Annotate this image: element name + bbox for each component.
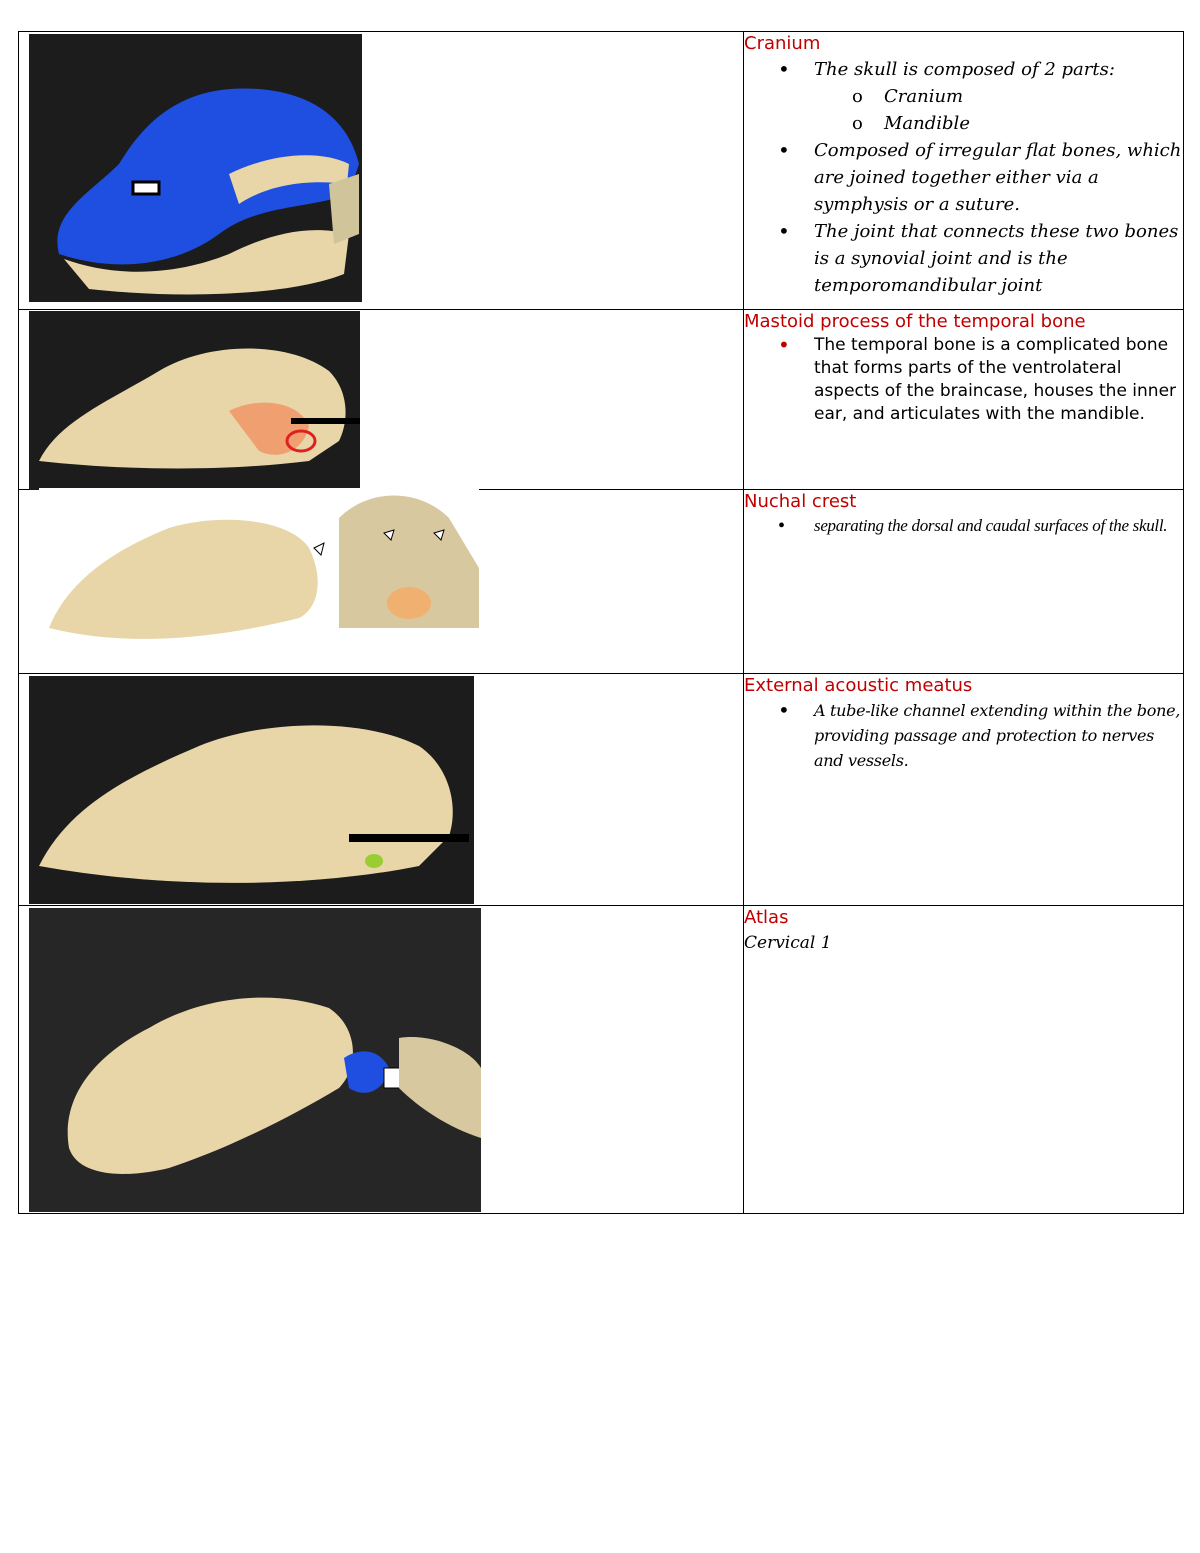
row-mastoid-image-cell [19,310,744,490]
cranium-sub-bullet-1: o Cranium [744,83,1183,110]
anatomy-table [18,31,1184,1214]
row-cranium-text-cell [744,32,1184,310]
cranium-title: Cranium [744,33,821,54]
meatus-image [29,676,474,904]
cranium-image [29,34,362,302]
atlas-subtitle: Cervical 1 [744,933,832,953]
row-atlas-image-cell [19,906,744,1214]
cranium-bullets [744,56,1183,299]
cranium-sub-bullet-2: o Mandible [744,110,1183,137]
mastoid-image [29,311,360,490]
row-atlas-text-cell [744,906,1184,1214]
meatus-title: External acoustic meatus [744,675,973,696]
cranium-bullet-3: • The joint that connects these two bones is a synovial joint and is the temporomandibular joint [744,218,1183,299]
row-meatus-text-cell [744,674,1184,906]
mastoid-title: Mastoid process of the temporal bone [744,311,1086,332]
nuchal-image [39,488,479,648]
nuchal-title: Nuchal crest [744,491,857,512]
cranium-bullet-2: • Composed of irregular flat bones, which are joined together either via a symphysis or a suture. [744,137,1183,218]
atlas-image [29,908,481,1212]
cranium-bullet-1: • The skull is composed of 2 parts: [744,56,1183,83]
row-mastoid-text-cell [744,310,1184,490]
row-cranium-image-cell [19,32,744,310]
row-meatus-image-cell [19,674,744,906]
nuchal-bullets [744,514,1183,538]
meatus-bullets [744,698,1183,773]
nuchal-bullet-1: • separating the dorsal and caudal surfaces of the skull. [744,514,1183,538]
row-nuchal-image-cell [19,490,744,674]
mastoid-bullet-1: • The temporal bone is a complicated bone that forms parts of the ventrolateral aspects of the braincase, houses the inner ear, and articulates with the mandible. [744,334,1183,426]
meatus-bullet-1: • A tube-like channel extending within the bone, providing passage and protection to nerves and vessels. [744,698,1183,773]
mastoid-bullets [744,334,1183,426]
row-nuchal-text-cell [744,490,1184,674]
atlas-title: Atlas [744,907,789,928]
